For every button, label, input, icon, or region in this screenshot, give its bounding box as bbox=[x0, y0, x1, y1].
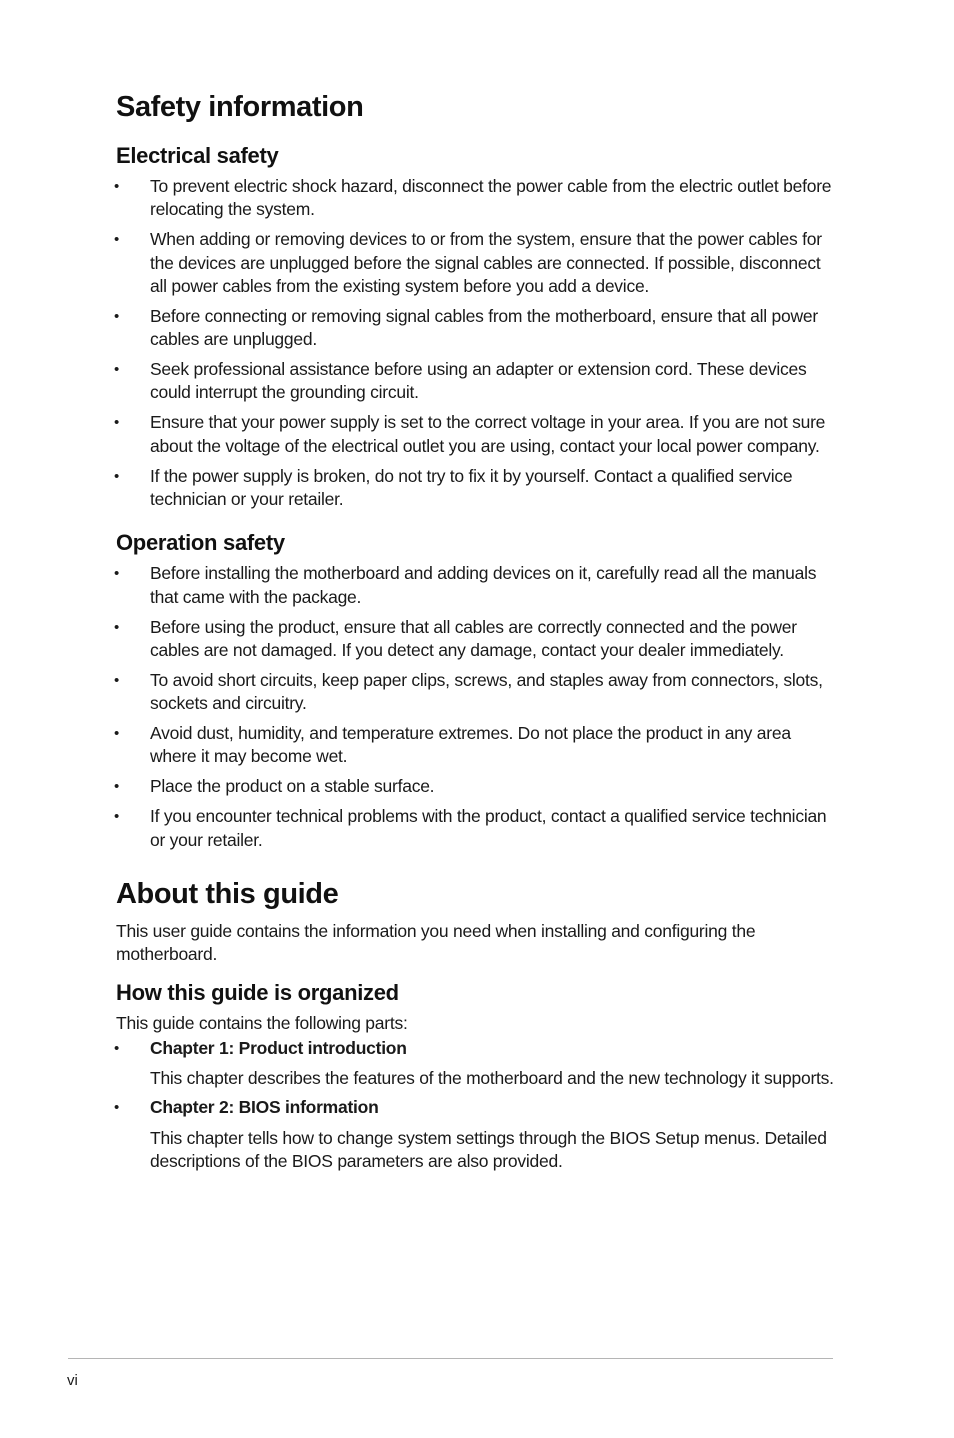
bullet-icon: • bbox=[114, 467, 120, 485]
guide-organization-section bbox=[116, 979, 838, 1174]
bullet-icon: • bbox=[114, 808, 120, 826]
electrical-safety-list bbox=[116, 175, 838, 511]
list-item: • Before using the product, ensure that all cables are correctly connected and the power cables are not damaged. If you detect any damage, contact your dealer immediately. bbox=[114, 616, 797, 660]
list-item: • If you encounter technical problems with the product, contact a qualified service technician or your retailer. bbox=[114, 806, 827, 850]
list-item: • To prevent electric shock hazard, disconnect the power cable from the electric outlet before relocating the system. bbox=[114, 176, 832, 220]
list-item: • Before installing the motherboard and adding devices on it, carefully read all the manuals that came with the package. bbox=[114, 563, 817, 607]
bullet-icon: • bbox=[114, 618, 120, 636]
list-item: • Before connecting or removing signal cables from the motherboard, ensure that all power cables are unplugged. bbox=[114, 305, 818, 350]
list-item: • Seek professional assistance before using an adapter or extension cord. These devices could interrupt the grounding circuit. bbox=[114, 359, 807, 403]
about-guide-title: About this guide bbox=[116, 878, 339, 910]
bullet-icon: • bbox=[114, 231, 120, 249]
bullet-icon: • bbox=[114, 361, 120, 379]
list-item: • Ensure that your power supply is set to the correct voltage in your area. If you are not sure about the voltage of the electrical outlet you are using, contact your local power company. bbox=[114, 412, 826, 456]
bullet-icon: • bbox=[114, 178, 120, 195]
operation-safety-list bbox=[116, 562, 838, 852]
footer-divider bbox=[68, 1358, 833, 1359]
safety-title: Safety information bbox=[116, 91, 364, 123]
chapter-description: This chapter describes the features of the motherboard and the new technology it supports. bbox=[150, 1068, 834, 1089]
list-item: • Avoid dust, humidity, and temperature extremes. Do not place the product in any area where it may become wet. bbox=[114, 723, 791, 767]
about-guide-intro: This user guide contains the information you need when installing and configuring the motherboard. bbox=[116, 921, 756, 965]
operation-safety-heading: Operation safety bbox=[116, 530, 285, 556]
list-item: • If the power supply is broken, do not try to fix it by yourself. Contact a qualified service technician or your retailer. bbox=[114, 465, 793, 509]
chapter-description: This chapter tells how to change system settings through the BIOS Setup menus. Detailed descriptions of the BIOS parameters are also provided. bbox=[150, 1127, 827, 1172]
electrical-safety-section bbox=[116, 142, 838, 511]
chapter-title: Chapter 2: BIOS information bbox=[150, 1097, 379, 1118]
guide-organization-heading: How this guide is organized bbox=[116, 979, 399, 1005]
chapter-item bbox=[116, 1037, 838, 1091]
chapter-item bbox=[116, 1096, 838, 1173]
list-item: • Place the product on a stable surface. bbox=[116, 775, 838, 798]
bullet-icon: • bbox=[114, 778, 120, 796]
chapter-list bbox=[116, 1037, 838, 1173]
bullet-icon: • bbox=[114, 671, 120, 689]
list-item: • To avoid short circuits, keep paper clips, screws, and staples away from connectors, slots, sockets and circuitry. bbox=[114, 669, 823, 714]
bullet-icon: • bbox=[114, 1099, 120, 1117]
page-number: vi bbox=[67, 1372, 78, 1389]
operation-safety-section bbox=[116, 529, 838, 852]
bullet-icon: • bbox=[114, 725, 120, 743]
list-item: • When adding or removing devices to or from the system, ensure that the power cables for the devices are unplugged before the signal cables are connected. If possible, disconnect all power cables from the existing system before you add a device. bbox=[114, 229, 822, 296]
chapter-title: Chapter 1: Product introduction bbox=[150, 1037, 407, 1058]
guide-organization-intro: This guide contains the following parts: bbox=[116, 1012, 408, 1033]
bullet-icon: • bbox=[114, 414, 120, 432]
bullet-icon: • bbox=[114, 307, 120, 325]
bullet-icon: • bbox=[114, 1039, 120, 1057]
electrical-safety-heading: Electrical safety bbox=[116, 143, 279, 168]
about-guide-section bbox=[116, 875, 838, 1173]
bullet-icon: • bbox=[114, 565, 120, 583]
page-content bbox=[116, 88, 838, 1179]
